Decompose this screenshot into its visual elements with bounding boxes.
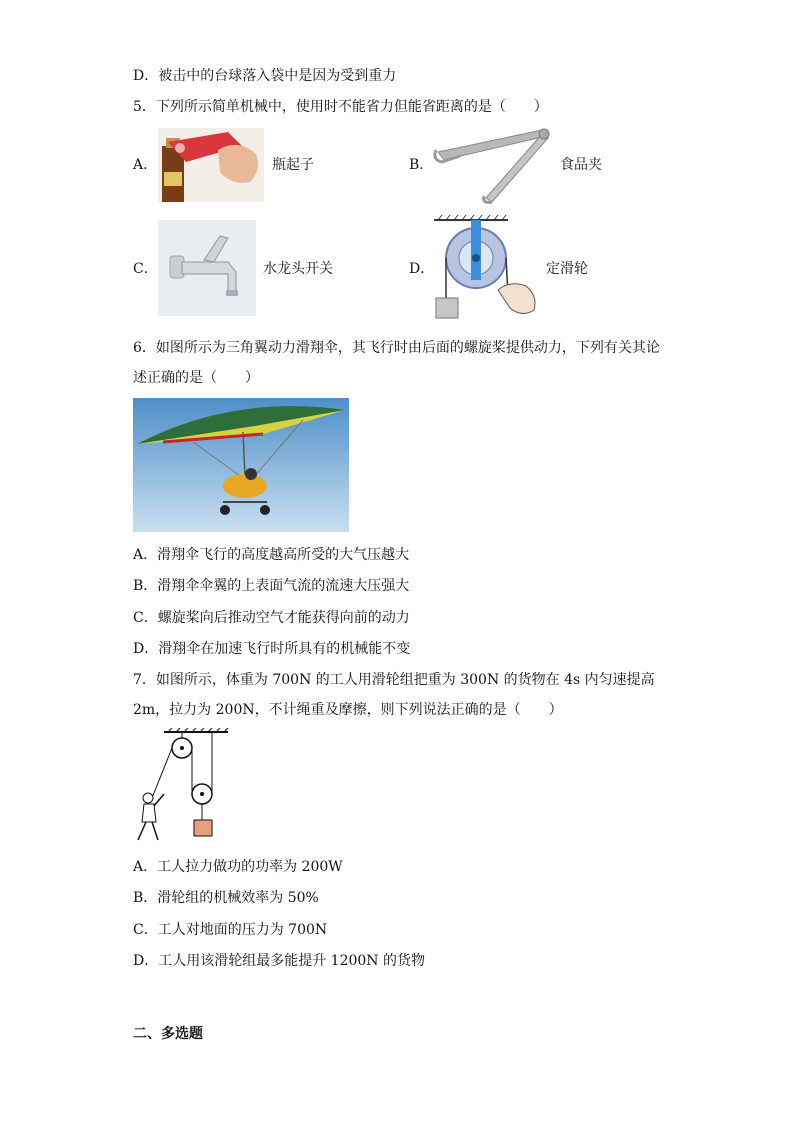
fixed-pulley-image <box>430 214 542 320</box>
q6-option-d: D．滑翔伞在加速飞行时所具有的机械能不变 <box>133 641 411 657</box>
q5-option-b-letter: B． <box>409 157 434 173</box>
q7-stem-line2: 2m，拉力为 200N，不计绳重及摩擦，则下列说法正确的是（ ） <box>133 702 563 718</box>
bottle-opener-image <box>158 128 264 202</box>
q6-option-b: B．滑翔伞伞翼的上表面气流的流速大压强大 <box>133 578 410 594</box>
q5-option-a-letter: A． <box>133 157 158 173</box>
q7-option-b: B．滑轮组的机械效率为 50% <box>133 890 319 906</box>
q5-option-c-label: 水龙头开关 <box>263 261 333 277</box>
food-tongs-image <box>430 124 554 204</box>
q7-option-a: A．工人拉力做功的功率为 200W <box>133 859 343 875</box>
q6-stem-line2: 述正确的是（ ） <box>133 370 259 386</box>
q6-stem-line1: 6．如图所示为三角翼动力滑翔伞，其飞行时由后面的螺旋桨提供动力，下列有关其论 <box>133 340 660 356</box>
faucet-image <box>158 220 256 316</box>
q5-stem: 5．下列所示简单机械中，使用时不能省力但能省距离的是（ ） <box>133 99 548 115</box>
pulley-system-diagram <box>134 728 230 844</box>
q5-option-d-label: 定滑轮 <box>546 261 588 277</box>
q5-option-c-letter: C． <box>133 261 158 277</box>
q5-option-b-label: 食品夹 <box>560 157 602 173</box>
q5-option-a-label: 瓶起子 <box>272 157 314 173</box>
q4-option-d: D．被击中的台球落入袋中是因为受到重力 <box>133 68 397 84</box>
hang-glider-image <box>133 398 349 532</box>
q7-option-d: D．工人用该滑轮组最多能提升 1200N 的货物 <box>133 953 426 969</box>
section-title-multi-choice: 二、多选题 <box>133 1026 203 1042</box>
q6-option-c: C．螺旋桨向后推动空气才能获得向前的动力 <box>133 610 410 626</box>
q6-option-a: A．滑翔伞飞行的高度越高所受的大气压越大 <box>133 547 410 563</box>
q7-option-c: C．工人对地面的压力为 700N <box>133 922 328 938</box>
q5-option-d-letter: D． <box>409 261 435 277</box>
q7-stem-line1: 7．如图所示，体重为 700N 的工人用滑轮组把重为 300N 的货物在 4s 内匀速提高 <box>133 672 655 688</box>
